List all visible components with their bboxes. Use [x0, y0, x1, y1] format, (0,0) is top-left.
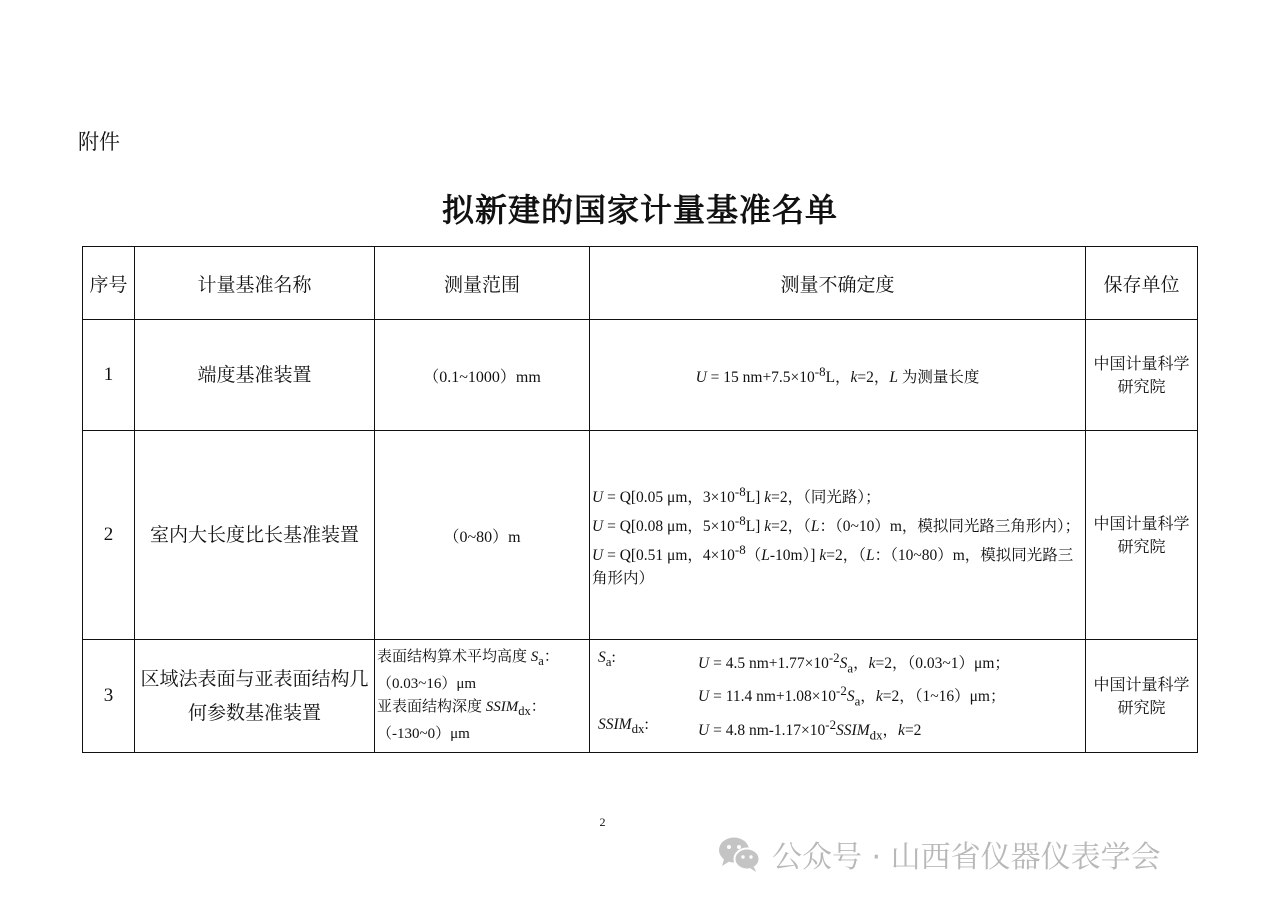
header-unit: 保存单位	[1086, 247, 1198, 320]
measurement-range: （0~80）m	[375, 431, 590, 640]
uncertainty-text: U = 15 $nm+7.5\times 10^{-8}L$，k=2，L 为测量长度	[695, 363, 980, 386]
standard-name: 室内大长度比长基准装置	[135, 431, 375, 640]
param-label: $S_a$:	[598, 649, 616, 670]
standard-name: 区域法表面与亚表面结构几何参数基准装置	[135, 640, 375, 753]
range-line: 亚表面结构深度 $SSIM_{dx}$：	[377, 699, 546, 718]
range-line: 表面结构算术平均高度 $S_a$：	[377, 649, 559, 668]
document-title: 拟新建的国家计量基准名单	[441, 191, 838, 229]
custodian-unit: 中国计量科学研究院	[1086, 320, 1198, 431]
uncertainty-line: U = Q[0.51 μm，$4\times 10^{-8}(L-10m)$] k=2，（L：（10~80）m，模拟同光路三角形内）	[592, 542, 1074, 588]
uncertainty-line: U = Q[0.08 μm，$5\times 10^{-8}L$] k=2，（L：（0~10）m，模拟同光路三角形内）；	[592, 512, 1081, 536]
header-uncertainty: 测量不确定度	[590, 247, 1086, 320]
uncertainty-grid	[590, 646, 1085, 746]
uncertainty-line: U = 4.8 $nm-1.17\times 10^{-2}SSIM_{dx}$，k=2	[698, 716, 922, 742]
measurement-uncertainty	[590, 431, 1086, 640]
page-number: 2	[599, 815, 606, 829]
row-number: 1	[83, 320, 135, 431]
row-number: 3	[83, 640, 135, 753]
uncertainty-line: U = 4.5 $nm+1.77\times 10^{-2}S_a$，k=2，（0.03~1）μm；	[698, 650, 1010, 676]
watermark	[716, 832, 1161, 876]
table-row	[83, 640, 1198, 753]
header-range: 测量范围	[375, 247, 590, 320]
measurement-range	[375, 640, 590, 753]
standards-table	[82, 246, 1198, 753]
range-line: （0.03~16）μm	[377, 676, 477, 692]
wechat-icon	[716, 834, 762, 874]
standard-name: 端度基准装置	[135, 320, 375, 431]
header-name: 计量基准名称	[135, 247, 375, 320]
watermark-text: 公众号 · 山西省仪器仪表学会	[772, 840, 1161, 875]
table-header-row	[83, 247, 1198, 320]
row-number: 2	[83, 431, 135, 640]
measurement-range: （0.1~1000）mm	[375, 320, 590, 431]
range-line: （-130~0）μm	[377, 726, 470, 742]
measurement-uncertainty	[590, 320, 1086, 431]
table-row	[83, 320, 1198, 431]
param-label: $SSIM_{dx}$:	[598, 715, 649, 736]
attachment-label: 附件	[78, 130, 120, 154]
uncertainty-line: U = 11.4 $nm+1.08\times 10^{-2}S_a$，k=2，（1~16）μm；	[698, 683, 1006, 709]
table-row	[83, 431, 1198, 640]
measurement-uncertainty	[590, 640, 1086, 753]
uncertainty-line: U = Q[0.05 μm，$3\times 10^{-8}L$] k=2，（同光路）；	[592, 483, 881, 506]
custodian-unit: 中国计量科学研究院	[1086, 640, 1198, 753]
custodian-unit: 中国计量科学研究院	[1086, 431, 1198, 640]
header-no: 序号	[83, 247, 135, 320]
